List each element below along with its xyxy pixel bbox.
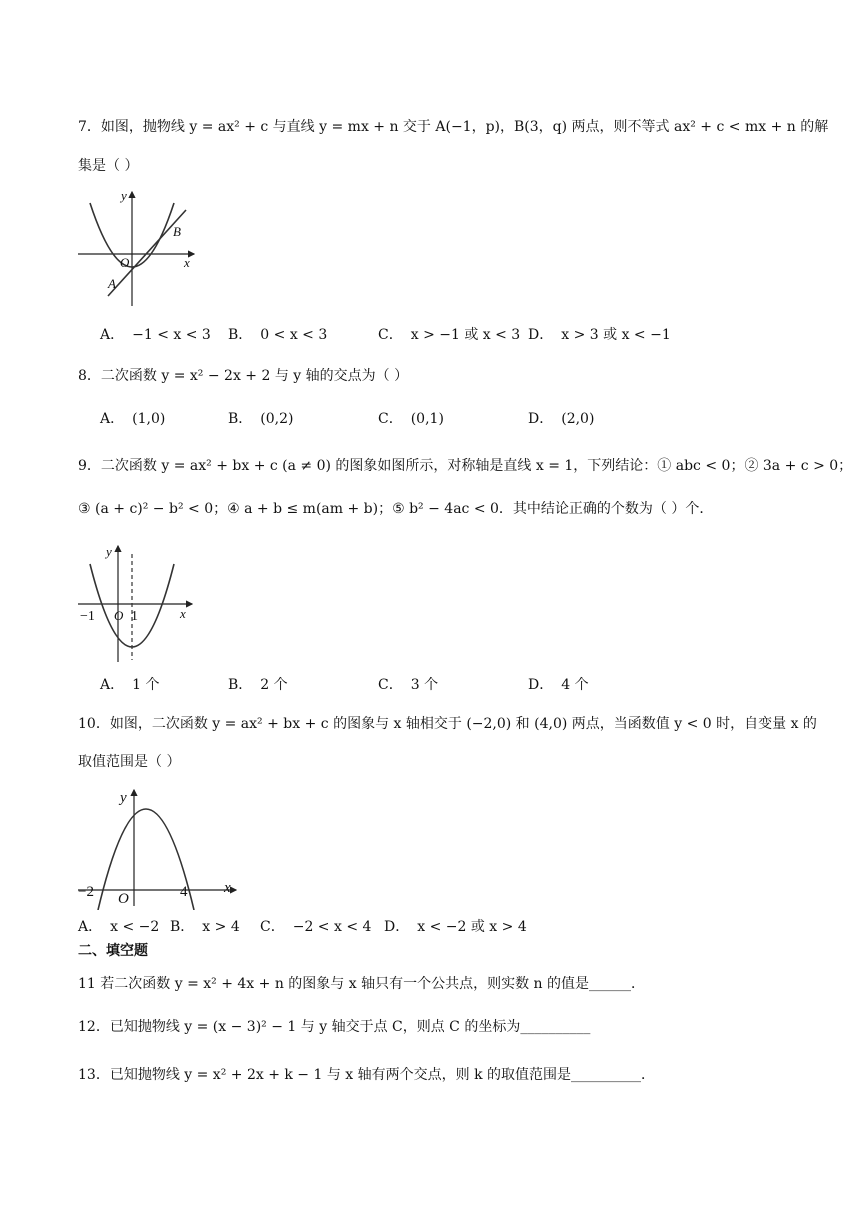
q7-stem-line2: 集是（ ） — [78, 158, 139, 174]
q7-point-b-label: B — [173, 224, 181, 239]
section-title-fill-in: 二、填空题 — [78, 943, 148, 959]
q8-stem: 8．二次函数 y = x² − 2x + 2 与 y 轴的交点为（ ） — [78, 368, 409, 384]
q11-stem: 11 若二次函数 y = x² + 4x + n 的图象与 x 轴只有一个公共点，则实数 n 的值是______． — [78, 976, 646, 992]
q7-y-label: y — [121, 188, 127, 203]
q13-stem: 13．已知抛物线 y = x² + 2x + k − 1 与 x 轴有两个交点，则 k 的取值范围是__________． — [78, 1067, 656, 1083]
q7-x-label: x — [184, 255, 190, 270]
q9-stem-line2: ③ (a + c)² − b² < 0；④ a + b ≤ m(am + b)；⑤ b² − 4ac < 0．其中结论正确的个数为（ ）个． — [78, 501, 714, 517]
q7-option-c[interactable]: C． x > −1 或 x < 3 — [378, 327, 521, 343]
q10-neg2-label: −2 — [78, 884, 94, 900]
q10-stem-line2: 取值范围是（ ） — [78, 754, 181, 770]
q9-x-label: x — [180, 606, 186, 621]
q10-option-c[interactable]: C． −2 < x < 4 — [260, 919, 372, 935]
q9-option-b[interactable]: B． 2 个 — [228, 677, 288, 693]
q8-option-c[interactable]: C． (0,1) — [378, 411, 444, 427]
q7-point-a-label: A — [108, 276, 116, 291]
q10-y-label: y — [120, 790, 127, 806]
q10-option-b[interactable]: B． x > 4 — [170, 919, 240, 935]
q7-line — [108, 210, 186, 296]
q10-origin-label: O — [118, 891, 129, 907]
q10-four-label: 4 — [180, 884, 188, 900]
q8-option-a[interactable]: A． (1,0) — [100, 411, 166, 427]
q12-stem: 12．已知抛物线 y = (x − 3)² − 1 与 y 轴交于点 C，则点 C 的坐标为__________ — [78, 1019, 591, 1035]
q9-option-c[interactable]: C． 3 个 — [378, 677, 439, 693]
q8-option-d[interactable]: D． (2,0) — [528, 411, 595, 427]
q9-option-a[interactable]: A． 1 个 — [100, 677, 160, 693]
q9-stem-line1: 9．二次函数 y = ax² + bx + c (a ≠ 0) 的图象如图所示，对称轴是直线 x = 1，下列结论：① abc < 0；② 3a + c > 0； — [78, 458, 853, 474]
q9-neg1-label: −1 — [80, 609, 95, 624]
q9-y-label: y — [106, 544, 112, 559]
q9-origin-label: O — [114, 608, 124, 623]
q9-option-d[interactable]: D． 4 个 — [528, 677, 589, 693]
q9-one-label: 1 — [131, 609, 138, 624]
q10-option-a[interactable]: A． x < −2 — [78, 919, 160, 935]
q10-stem-line1: 10．如图，二次函数 y = ax² + bx + c 的图象与 x 轴相交于 (−2,0) 和 (4,0) 两点，当函数值 y < 0 时，自变量 x 的 — [78, 716, 817, 732]
q10-option-d[interactable]: D． x < −2 或 x > 4 — [384, 919, 527, 935]
q8-option-b[interactable]: B． (0,2) — [228, 411, 294, 427]
q7-figure — [76, 186, 200, 310]
q7-option-a[interactable]: A． −1 < x < 3 — [100, 327, 211, 343]
q7-origin-label: O — [120, 255, 130, 270]
q7-option-d[interactable]: D． x > 3 或 x < −1 — [528, 327, 671, 343]
q9-figure — [76, 540, 196, 664]
q7-option-b[interactable]: B． 0 < x < 3 — [228, 327, 328, 343]
q10-x-label: x — [224, 880, 231, 896]
q7-stem-line1: 7．如图，抛物线 y = ax² + c 与直线 y = mx + n 交于 A(−1，p)，B(3，q) 两点，则不等式 ax² + c < mx + n 的解 — [78, 119, 829, 135]
q10-figure — [76, 786, 238, 910]
